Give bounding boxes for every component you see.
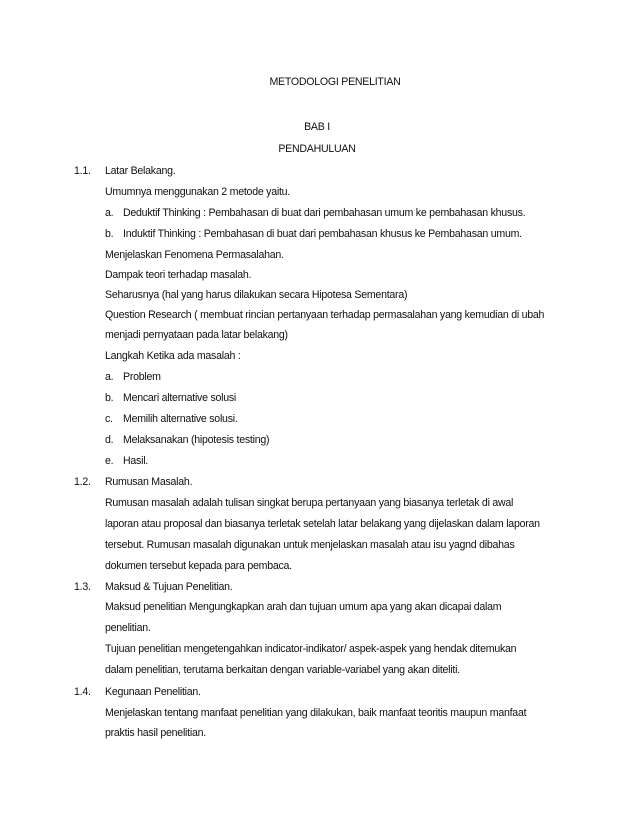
paragraph-line: dokumen tersebut kepada para pembaca. xyxy=(105,560,292,572)
paragraph-line: Langkah Ketika ada masalah : xyxy=(105,350,241,362)
list-marker: a. xyxy=(105,371,114,383)
paragraph-line: Maksud penelitian Mengungkapkan arah dan tujuan umum apa yang akan dicapai dalam xyxy=(105,601,502,613)
section-number: 1.4. xyxy=(74,686,91,698)
paragraph-line: Rumusan masalah adalah tulisan singkat berupa pertanyaan yang biasanya terletak di awal xyxy=(105,497,514,509)
paragraph-line: penelitian. xyxy=(105,622,151,634)
list-item-text: Melaksanakan (hipotesis testing) xyxy=(123,434,270,446)
paragraph-line: Dampak teori terhadap masalah. xyxy=(105,269,252,281)
chapter-number: BAB I xyxy=(304,121,330,133)
list-item-text: Hasil. xyxy=(123,455,148,467)
paragraph-line: Tujuan penelitian mengetengahkan indicator-indikator/ aspek-aspek yang hendak ditemukan xyxy=(105,643,517,655)
paragraph-line: tersebut. Rumusan masalah digunakan untuk menjelaskan masalah atau isu yagnd dibahas xyxy=(105,539,515,551)
list-item-text: Deduktif Thinking : Pembahasan di buat dari pembahasan umum ke pembahasan khusus. xyxy=(123,207,526,219)
list-marker: b. xyxy=(105,392,114,404)
paragraph-line: Menjelaskan tentang manfaat penelitian yang dilakukan, baik manfaat teoritis maupun manfaat xyxy=(105,707,527,719)
section-heading: Rumusan Masalah. xyxy=(105,476,193,488)
paragraph-line: Umumnya menggunakan 2 metode yaitu. xyxy=(105,186,290,198)
list-marker: a. xyxy=(105,207,114,219)
section-heading: Latar Belakang. xyxy=(105,165,176,177)
paragraph-line: Seharusnya (hal yang harus dilakukan secara Hipotesa Sementara) xyxy=(105,289,408,301)
paragraph-line: laporan atau proposal dan biasanya terletak setelah latar belakang yang dijelaskan dalam laporan xyxy=(105,518,540,530)
paragraph-line: praktis hasil penelitian. xyxy=(105,727,206,739)
list-marker: b. xyxy=(105,228,114,240)
list-marker: e. xyxy=(105,455,114,467)
section-number: 1.3. xyxy=(74,581,91,593)
paragraph-line: Question Research ( membuat rincian pertanyaan terhadap permasalahan yang kemudian di ubah xyxy=(105,309,545,321)
section-number: 1.2. xyxy=(74,476,91,488)
paragraph-line: menjadi pernyataan pada latar belakang) xyxy=(105,329,288,341)
paragraph-line: dalam penelitian, terutama berkaitan dengan variable-variabel yang akan diteliti. xyxy=(105,664,460,676)
list-item-text: Mencari alternative solusi xyxy=(123,392,237,404)
section-heading: Kegunaan Penelitian. xyxy=(105,686,201,698)
list-item-text: Memilih alternative solusi. xyxy=(123,413,238,425)
section-heading: Maksud & Tujuan Penelitian. xyxy=(105,581,233,593)
paragraph-line: Menjelaskan Fenomena Permasalahan. xyxy=(105,249,284,261)
section-number: 1.1. xyxy=(74,165,91,177)
list-item-text: Problem xyxy=(123,371,161,383)
document-title: METODOLOGI PENELITIAN xyxy=(269,76,401,88)
list-marker: d. xyxy=(105,434,114,446)
chapter-title: PENDAHULUAN xyxy=(278,143,356,155)
list-item-text: Induktif Thinking : Pembahasan di buat dari pembahasan khusus ke Pembahasan umum. xyxy=(123,228,522,240)
list-marker: c. xyxy=(105,413,113,425)
